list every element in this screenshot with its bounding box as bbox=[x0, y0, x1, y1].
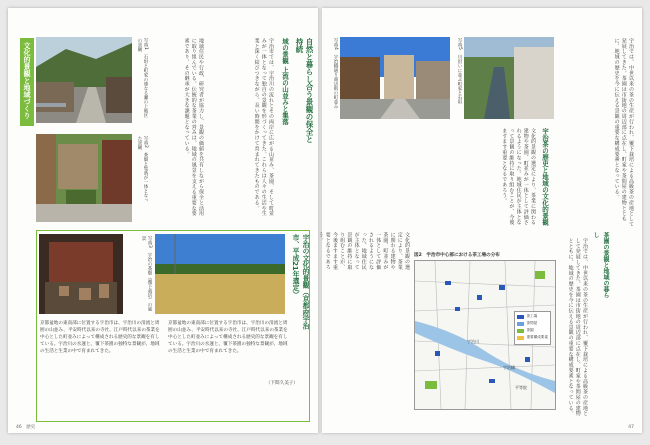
body-text-1: 宇治市では、宇治川の流れとその両岸に広がる山並み、茶園、そして町並みが一体となって独自の景観を形づくってきた。これらは人々の生活や生業と深く結びつきながら、長い時間をかけて育まれてきたものである。 bbox=[253, 38, 274, 217]
heading-4: 茶園の景観と地域の暮らし bbox=[592, 232, 609, 298]
photo-river-machiya bbox=[464, 37, 554, 119]
page-number-right: 47 bbox=[628, 425, 634, 430]
map-label-bridge: 宇治橋 bbox=[503, 365, 515, 370]
page-number-left: 46 歴史 bbox=[16, 425, 36, 430]
photo-shopping-street bbox=[340, 37, 450, 119]
map-figure bbox=[414, 260, 556, 410]
body-text-2: 地域住民や行政、研究者が協力し、景観の価値を共有しながら保全と活用に取り組んでいる。伝統的な茶業の営みは、地域の風景を支える重要な要素であり、その継承が大きな課題となっている。 bbox=[183, 38, 204, 217]
caption-mid: 写真2 茶畑と集落が一体となった景観 bbox=[137, 136, 148, 202]
section-tag: 文化的景観と地域づくり bbox=[20, 38, 34, 126]
photo-tea-field bbox=[155, 234, 285, 314]
map-label-temple: 平等院 bbox=[515, 385, 527, 390]
photo-street-stonewall bbox=[36, 37, 132, 123]
right-page bbox=[317, 8, 642, 433]
heading-3: 宇治茶の歴史と地域の文化的景観 bbox=[541, 128, 549, 226]
photo-museum-interior bbox=[39, 234, 123, 314]
body-text-3: 宇治では、中世以来の茶の生産が行われ、覆下栽培による高級茶の産地として発展してきた。茶園は市街地の周辺部に点在し、町家や茶問屋の建物とともに、地域の歴史を今に伝える景観の重要な構成要素となっている。 bbox=[613, 38, 634, 227]
box-credit: （下間久美子） bbox=[265, 381, 298, 386]
box-body-continued: 京都盆地の東南部に位置する宇治市は、宇治川の清流と周囲の山並み、平安時代以来の寺社、江戸時代以来の茶業を中心とした町並みによって構成される歴史的な景観を有している。宇治川の水運と、覆下茶園の独特な景観が、地域の生活と生業の中で育まれてきた。 bbox=[168, 321, 288, 354]
map-title: 図2 宇治市中心部における茶工場の分布 bbox=[414, 253, 500, 258]
caption-top: 写真1 石垣と町家の連なる瀬の上地区の景観 bbox=[137, 38, 148, 118]
body-text-3b: 宇治では、中世以来の茶の生産が行われ、覆下栽培による高級茶の産地として発展してきた。茶園は市街地の周辺部に点在し、町家や茶問屋の建物とともに、地域の歴史を今に伝える景観の重要な構成要素となっている。 bbox=[567, 238, 588, 417]
heading-2: 域の景観 上流の山並みと集落 bbox=[281, 38, 289, 125]
box-body: 京都盆地の東南部に位置する宇治市は、宇治川の清流と周囲の山並み、平安時代以来の寺社、江戸時代以来の茶業を中心とした町並みによって構成される歴史的な景観を有している。宇治川の水運と、覆下茶園の独特な景観が、地域の生活と生業の中で育まれてきた。 bbox=[40, 321, 160, 354]
body-text-4: 文化的景観の選定により、茶業に関わる建物や茶園、町並みが一体として評価されるようになった。地域住民が主体となって景観の維持に取り組むことが、今後ますます重要となるであろう。 bbox=[501, 128, 536, 226]
photo-village-wall bbox=[36, 134, 132, 222]
heading-1: 自然と暮らし合う景観の保全と持続 bbox=[295, 38, 314, 143]
photo-caption-box: 写真3 宇治の茶畑（覆下栽培）の風景 bbox=[141, 236, 152, 311]
map-label-river: 宇治川 bbox=[467, 339, 479, 344]
left-page bbox=[8, 8, 318, 433]
map-legend: 茶工場 茶問屋 茶園 重要構成要素 bbox=[514, 311, 551, 345]
box-heading: 宇治の文化的景観（京都府宇治市、平成21年選定） bbox=[291, 234, 309, 330]
body-text-4b: 文化的景観の選定により、茶業に関わる建物や茶園、町並みが一体として評価されるようになった。地域住民が主体となって景観の維持に取り組むことが、今後ますます重要となるであろう。 bbox=[317, 232, 410, 270]
caption-a: 写真4 宇治橋通り商店街の町並み bbox=[333, 38, 338, 109]
caption-b: 写真5 川沿いに並ぶ町家と石垣 bbox=[457, 38, 462, 104]
